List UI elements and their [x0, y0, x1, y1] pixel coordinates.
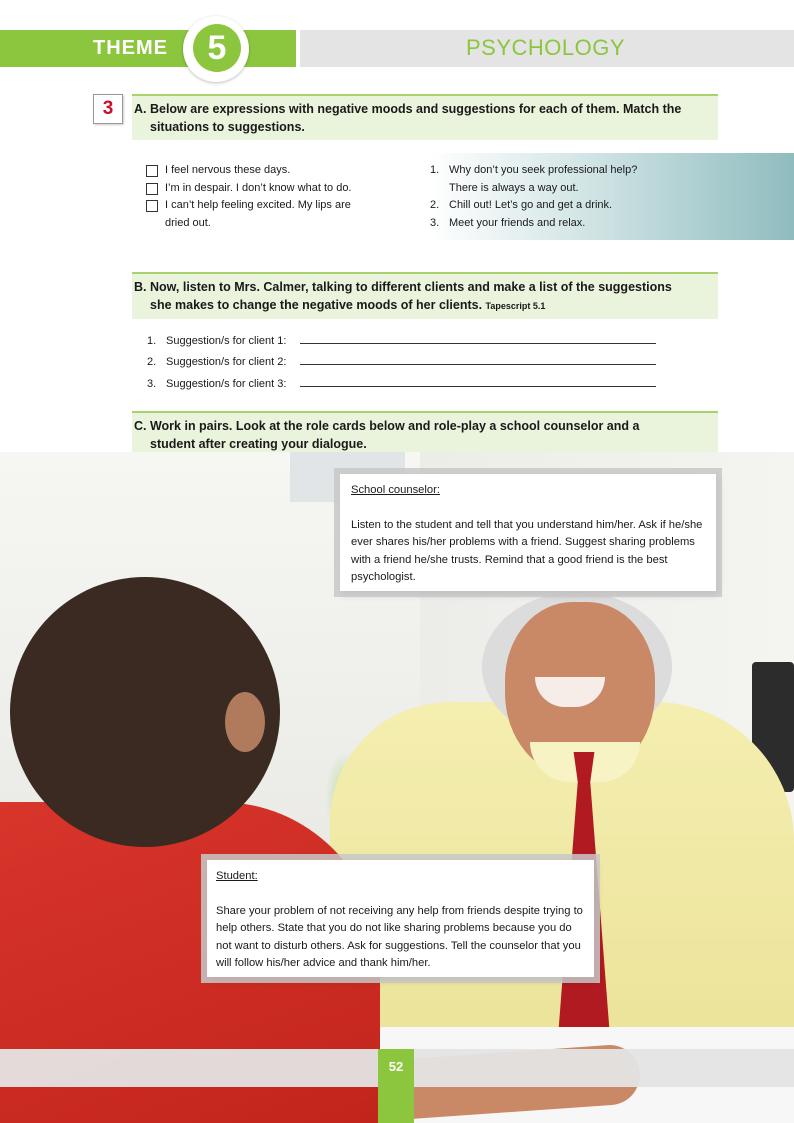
student-role-card [207, 860, 594, 977]
answer-blank-line[interactable] [300, 386, 656, 387]
counselor-role-card [340, 474, 716, 591]
situation-item [146, 162, 386, 180]
answer-row [147, 368, 286, 390]
suggestion-text: Why don’t you seek professional help? [449, 164, 638, 176]
suggestion-answer-list [147, 325, 286, 390]
part-c-line1: C. Work in pairs. Look at the role cards below and role-play a school counselor and a [134, 419, 640, 433]
part-c-instruction [132, 411, 718, 457]
counselor-card-title: School counselor: [351, 484, 440, 496]
tapescript-label: Tapescript 5.1 [485, 301, 546, 311]
suggestion-text: Meet your friends and relax. [449, 216, 586, 229]
part-a-line1: A. Below are expressions with negative moods and suggestions for each of them. Match the [134, 102, 682, 116]
section-title: PSYCHOLOGY [466, 35, 626, 60]
suggestion-continuation: There is always a way out. [449, 181, 579, 194]
answer-number: 3. [147, 377, 157, 390]
student-card-title: Student: [216, 870, 258, 882]
answer-row [147, 347, 286, 369]
situations-list [146, 162, 386, 232]
theme-number: 5 [207, 29, 227, 67]
answer-label: Suggestion/s for client 1: [166, 334, 287, 347]
student-ear [225, 692, 265, 752]
suggestion-item [430, 215, 730, 233]
suggestions-list [430, 162, 730, 232]
situation-continuation: dried out. [165, 216, 211, 229]
student-card-body: Share your problem of not receiving any help from friends despite trying to help others. State that you do not like sharing problems because you do not want to disturb others. Ask for suggestions. Tell the counselor that you will follow his/her advice and thank him/her. [216, 904, 583, 969]
exercise-number-badge: 3 [93, 94, 123, 124]
answer-blank-line[interactable] [300, 364, 656, 365]
suggestion-item [430, 197, 730, 215]
part-c-line2: student after creating your dialogue. [150, 437, 367, 451]
suggestion-number: 1. [430, 164, 440, 176]
answer-row [147, 325, 286, 347]
situation-item [146, 180, 386, 198]
answer-label: Suggestion/s for client 2: [166, 356, 287, 368]
suggestion-item [430, 162, 730, 180]
situation-text: I can’t help feeling excited. My lips are [165, 199, 351, 211]
situation-item [146, 197, 386, 215]
suggestion-number: 2. [430, 199, 440, 211]
part-a-line2: situations to suggestions. [150, 120, 305, 134]
part-a-instruction [132, 94, 718, 140]
answer-number: 1. [147, 334, 157, 347]
page-number: 52 [388, 1059, 404, 1074]
part-b-line2-wrap [134, 296, 712, 315]
answer-number: 2. [147, 356, 157, 368]
part-b-line1: B. Now, listen to Mrs. Calmer, talking to different clients and make a list of the suggestions [134, 280, 672, 294]
answer-blank-line[interactable] [300, 343, 656, 344]
answer-label: Suggestion/s for client 3: [166, 377, 287, 390]
theme-label: THEME [93, 37, 168, 59]
counselor-card-body: Listen to the student and tell that you understand him/her. Ask if he/she ever shares his/her problems with a friend. Suggest sharing problems with a friend he/she trusts. Remind that a good friend is the best psychologist. [351, 518, 703, 583]
suggestion-number: 3. [430, 216, 440, 229]
suggestion-text: Chill out! Let’s go and get a drink. [449, 199, 613, 211]
part-b-line2: she makes to change the negative moods of her clients. [150, 298, 483, 312]
situation-text: I’m in despair. I don’t know what to do. [165, 181, 352, 194]
part-b-instruction [132, 272, 718, 319]
situation-checkbox[interactable] [146, 183, 158, 195]
situation-checkbox[interactable] [146, 165, 158, 177]
situation-text: I feel nervous these days. [165, 164, 291, 176]
situation-checkbox[interactable] [146, 200, 158, 212]
